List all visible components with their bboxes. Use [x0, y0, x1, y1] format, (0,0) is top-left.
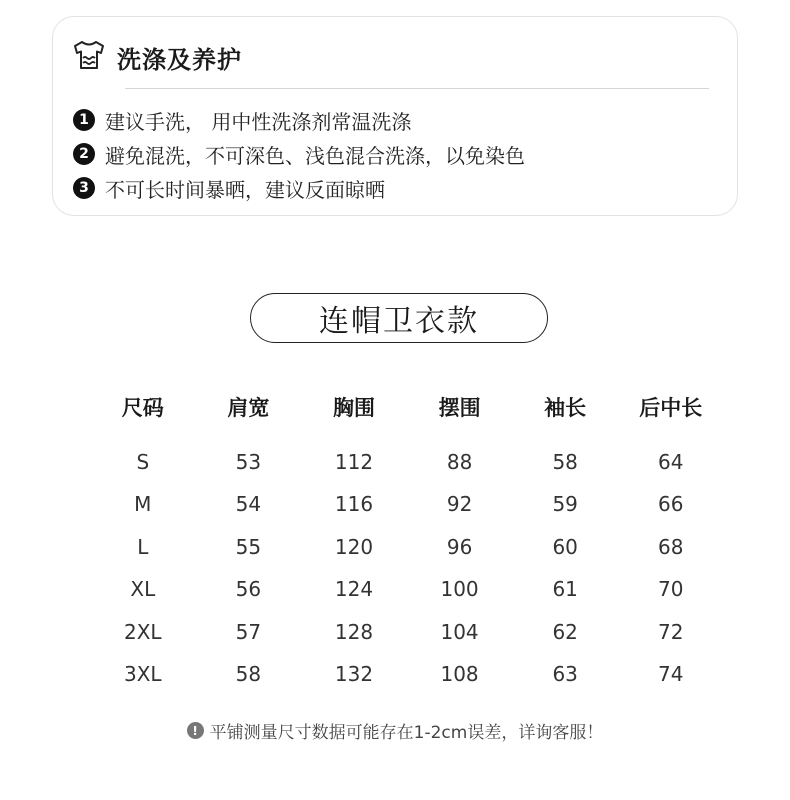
- table-row: [90, 611, 724, 653]
- measurement-note: [0, 718, 790, 743]
- table-cell: 58: [552, 450, 578, 474]
- table-cell: 55: [235, 534, 262, 559]
- table-header: [90, 385, 724, 431]
- number-badge: 3: [73, 177, 95, 199]
- table-cell: 116: [334, 492, 374, 517]
- table-cell: 92: [446, 492, 473, 517]
- table-row: [90, 441, 724, 483]
- table-cell: 88: [446, 450, 473, 474]
- divider: [125, 88, 709, 89]
- header-cell: 摆围: [438, 396, 481, 420]
- table-cell: 72: [658, 619, 684, 644]
- table-cell: 61: [552, 577, 578, 602]
- table-cell: 60: [552, 534, 578, 559]
- care-title: 洗涤及养护: [117, 45, 242, 74]
- care-item: [73, 137, 525, 171]
- care-card: [52, 16, 738, 216]
- number-badge: 1: [73, 109, 95, 131]
- header-cell: 肩宽: [227, 396, 270, 420]
- table-cell: 66: [658, 492, 684, 517]
- table-cell: 54: [235, 492, 262, 517]
- number-badge: 2: [73, 143, 95, 165]
- care-item-text: 避免混洗，不可深色、浅色混合洗涤，以免染色: [105, 143, 525, 168]
- care-list: [73, 103, 525, 205]
- table-cell: 3XL: [124, 661, 162, 686]
- table-cell: 70: [658, 577, 684, 602]
- table-cell: 68: [658, 534, 684, 559]
- header-cell: 尺码: [121, 396, 164, 420]
- table-cell: 108: [440, 661, 479, 686]
- style-label: 连帽卫衣款: [250, 293, 548, 343]
- table-row: [90, 568, 724, 610]
- table-body: [90, 441, 724, 695]
- exclamation-icon: !: [187, 722, 204, 739]
- table-cell: 120: [334, 534, 374, 559]
- table-cell: L: [137, 534, 149, 559]
- table-cell: 57: [235, 619, 262, 644]
- care-item: [73, 103, 525, 137]
- table-row: [90, 483, 724, 525]
- table-cell: 132: [334, 661, 374, 686]
- table-cell: 104: [440, 619, 479, 644]
- table-row: [90, 526, 724, 568]
- care-item-text: 不可长时间暴晒，建议反面晾晒: [105, 177, 385, 202]
- table-cell: 53: [235, 450, 262, 474]
- header-cell: 袖长: [544, 396, 587, 420]
- care-item: [73, 171, 525, 205]
- table-cell: 74: [658, 661, 684, 686]
- table-cell: 128: [334, 619, 374, 644]
- table-cell: 63: [552, 661, 578, 686]
- table-cell: 59: [552, 492, 578, 517]
- table-cell: 2XL: [124, 619, 162, 644]
- table-cell: XL: [130, 577, 156, 602]
- care-header: [71, 37, 242, 77]
- table-cell: S: [136, 450, 150, 474]
- table-cell: 100: [440, 577, 479, 602]
- table-cell: 124: [334, 577, 374, 602]
- table-cell: 56: [235, 577, 262, 602]
- table-cell: M: [134, 492, 152, 517]
- table-cell: 64: [658, 450, 684, 474]
- care-item-text: 建议手洗， 用中性洗涤剂常温洗涤: [105, 109, 412, 134]
- table-cell: 112: [334, 450, 374, 474]
- table-cell: 62: [552, 619, 578, 644]
- table-cell: 96: [446, 534, 473, 559]
- size-table: [90, 385, 724, 695]
- header-cell: 后中长: [639, 396, 703, 420]
- shirt-wash-icon: [71, 38, 107, 76]
- table-row: [90, 653, 724, 695]
- note-text: 平铺测量尺寸数据可能存在1-2cm误差，详询客服！: [209, 723, 604, 743]
- header-cell: 胸围: [332, 396, 375, 420]
- table-cell: 58: [235, 661, 262, 686]
